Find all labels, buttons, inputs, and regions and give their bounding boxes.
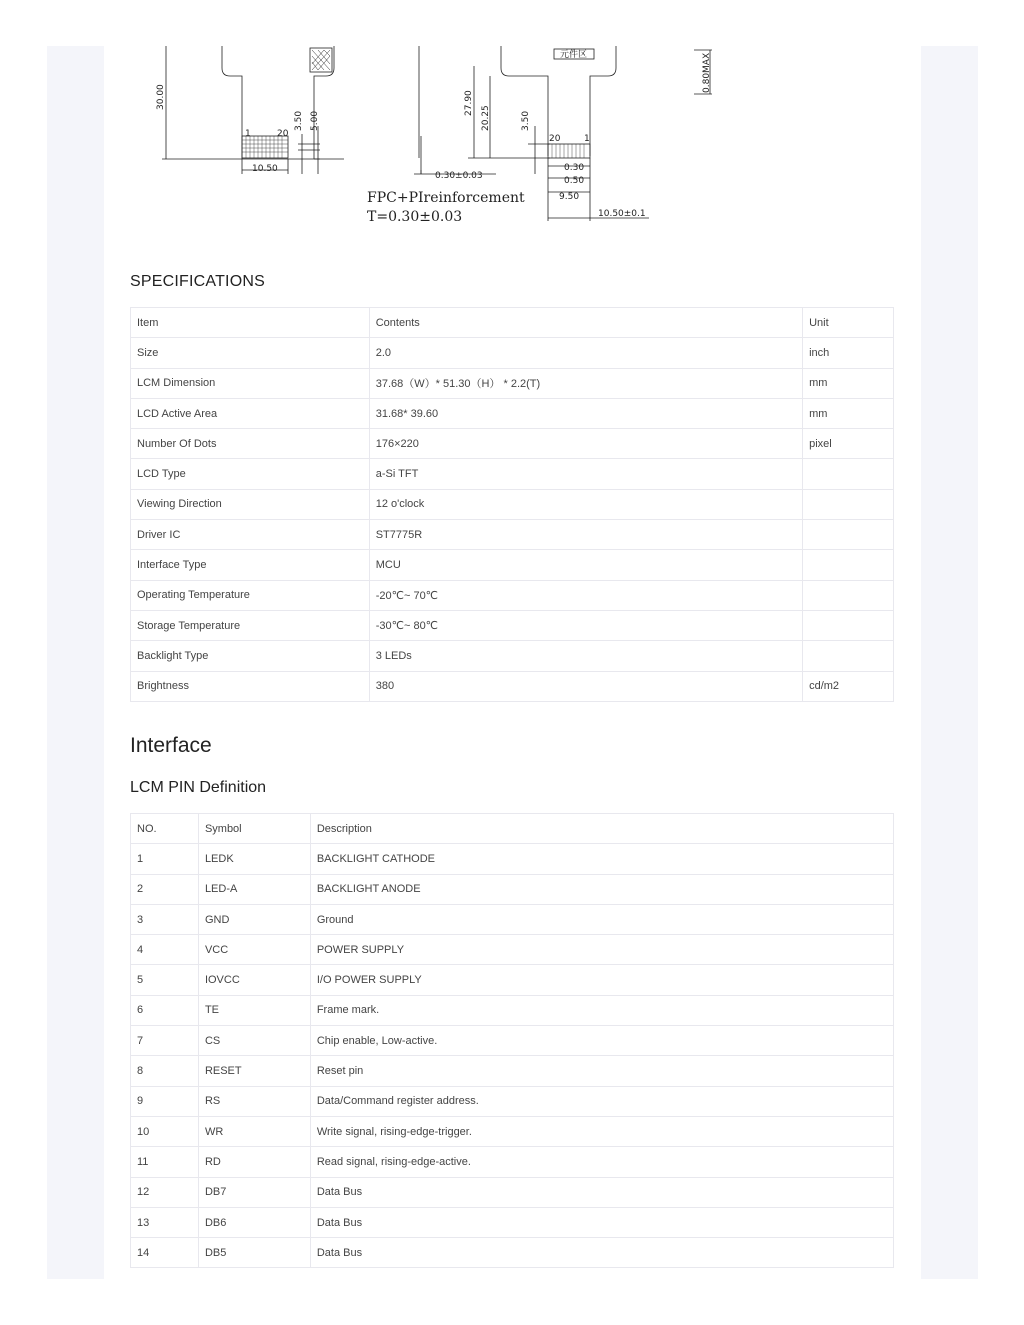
table-cell-no: 3: [131, 904, 199, 934]
table-cell-symbol: DB7: [198, 1177, 310, 1207]
table-cell-symbol: CS: [198, 1026, 310, 1056]
table-row: [131, 550, 894, 580]
table-row: [131, 904, 894, 934]
table-row: [131, 1147, 894, 1177]
table-cell-unit: cd/m2: [803, 671, 894, 701]
table-cell-item: LCD Type: [131, 459, 370, 489]
table-cell-unit: [803, 641, 894, 671]
table-row: [131, 459, 894, 489]
table-cell-unit: [803, 550, 894, 580]
specifications-table: [130, 307, 894, 702]
table-cell-item: LCD Active Area: [131, 398, 370, 428]
pin-label-1-left: 1: [245, 129, 251, 139]
material-line-2: T=0.30±0.03: [367, 209, 463, 225]
table-cell-unit: pixel: [803, 429, 894, 459]
table-cell-item: Brightness: [131, 671, 370, 701]
table-cell-item: Size: [131, 338, 370, 368]
table-cell-description: Data Bus: [310, 1238, 893, 1268]
table-cell-item: Interface Type: [131, 550, 370, 580]
dim-30-00: 30.00: [156, 84, 166, 110]
table-cell-description: POWER SUPPLY: [310, 935, 893, 965]
dim-5-00: 5.00: [310, 110, 320, 131]
table-cell-no: 7: [131, 1026, 199, 1056]
pin-label-1-middle: 1: [584, 134, 590, 144]
table-row: [131, 429, 894, 459]
specifications-heading: SPECIFICATIONS: [130, 273, 265, 290]
table-cell-description: Data/Command register address.: [310, 1086, 893, 1116]
dim-3-50-middle: 3.50: [521, 110, 531, 131]
table-cell-unit: inch: [803, 338, 894, 368]
table-cell-contents: MCU: [369, 550, 802, 580]
table-row: [131, 1086, 894, 1116]
table-header-row: [131, 308, 894, 338]
table-cell-description: Ground: [310, 904, 893, 934]
table-row: [131, 874, 894, 904]
table-cell-unit: [803, 580, 894, 610]
table-cell-no: 1: [131, 844, 199, 874]
table-cell-contents: ST7775R: [369, 520, 802, 550]
table-cell-description: BACKLIGHT ANODE: [310, 874, 893, 904]
table-row: [131, 1238, 894, 1268]
interface-heading: Interface: [130, 734, 212, 757]
dim-0-80max: 0.80MAX: [702, 52, 712, 93]
table-header-row: [131, 814, 894, 844]
table-cell-contents: 37.68（W）* 51.30（H） * 2.2(T): [369, 368, 802, 398]
table-cell-contents: a-Si TFT: [369, 459, 802, 489]
table-cell-no: 9: [131, 1086, 199, 1116]
table-cell-no: NO.: [131, 814, 199, 844]
table-cell-symbol: DB5: [198, 1238, 310, 1268]
table-row: [131, 935, 894, 965]
table-cell-no: 5: [131, 965, 199, 995]
table-cell-description: Chip enable, Low-active.: [310, 1026, 893, 1056]
table-row: [131, 1116, 894, 1146]
pin-definition-heading: LCM PIN Definition: [130, 779, 267, 796]
dim-10-50-tolerance: 10.50±0.1: [598, 209, 646, 219]
table-row: [131, 844, 894, 874]
dim-20-25: 20.25: [481, 105, 491, 131]
table-cell-symbol: Symbol: [198, 814, 310, 844]
table-cell-unit: Unit: [803, 308, 894, 338]
pin-label-20-left: 20: [277, 129, 289, 139]
table-row: [131, 338, 894, 368]
table-cell-contents: 380: [369, 671, 802, 701]
mechanical-drawing: [104, 46, 921, 246]
table-cell-symbol: RD: [198, 1147, 310, 1177]
table-cell-symbol: RESET: [198, 1056, 310, 1086]
left-margin-band: [47, 46, 104, 1279]
table-cell-no: 8: [131, 1056, 199, 1086]
table-cell-contents: -20℃~ 70℃: [369, 580, 802, 610]
table-cell-unit: [803, 459, 894, 489]
table-cell-description: Data Bus: [310, 1177, 893, 1207]
table-row: [131, 1026, 894, 1056]
table-cell-no: 13: [131, 1207, 199, 1237]
page-content: [104, 46, 921, 1279]
material-line-1: FPC+PIreinforcement: [367, 190, 525, 206]
table-cell-description: Reset pin: [310, 1056, 893, 1086]
table-cell-symbol: DB6: [198, 1207, 310, 1237]
table-cell-contents: Contents: [369, 308, 802, 338]
table-row: [131, 995, 894, 1025]
table-row: [131, 1177, 894, 1207]
table-cell-contents: 2.0: [369, 338, 802, 368]
table-cell-description: Data Bus: [310, 1207, 893, 1237]
table-cell-no: 11: [131, 1147, 199, 1177]
table-cell-no: 12: [131, 1177, 199, 1207]
table-row: [131, 1056, 894, 1086]
table-row: [131, 641, 894, 671]
table-row: [131, 520, 894, 550]
table-cell-contents: 12 o'clock: [369, 489, 802, 519]
table-cell-unit: [803, 520, 894, 550]
dim-3-50-left: 3.50: [294, 110, 304, 131]
table-cell-unit: mm: [803, 368, 894, 398]
table-cell-symbol: IOVCC: [198, 965, 310, 995]
table-cell-symbol: VCC: [198, 935, 310, 965]
table-cell-description: BACKLIGHT CATHODE: [310, 844, 893, 874]
right-margin-band: [921, 46, 978, 1279]
dim-9-50: 9.50: [559, 192, 580, 202]
component-area-label: 元件区: [560, 50, 588, 60]
table-cell-symbol: RS: [198, 1086, 310, 1116]
dim-thickness: 0.30±0.03: [435, 171, 483, 181]
table-cell-contents: 176×220: [369, 429, 802, 459]
dim-10-50-left: 10.50: [252, 164, 278, 174]
table-cell-description: Frame mark.: [310, 995, 893, 1025]
table-cell-description: Write signal, rising-edge-trigger.: [310, 1116, 893, 1146]
table-cell-no: 4: [131, 935, 199, 965]
table-cell-contents: 31.68* 39.60: [369, 398, 802, 428]
table-cell-unit: mm: [803, 398, 894, 428]
table-cell-description: Read signal, rising-edge-active.: [310, 1147, 893, 1177]
table-cell-symbol: GND: [198, 904, 310, 934]
table-cell-no: 6: [131, 995, 199, 1025]
table-cell-item: Backlight Type: [131, 641, 370, 671]
table-cell-symbol: WR: [198, 1116, 310, 1146]
table-cell-contents: -30℃~ 80℃: [369, 610, 802, 640]
table-cell-no: 14: [131, 1238, 199, 1268]
table-cell-description: Description: [310, 814, 893, 844]
table-cell-no: 2: [131, 874, 199, 904]
table-cell-no: 10: [131, 1116, 199, 1146]
table-cell-symbol: LED-A: [198, 874, 310, 904]
table-cell-contents: 3 LEDs: [369, 641, 802, 671]
table-row: [131, 610, 894, 640]
pin-label-20-middle: 20: [549, 134, 561, 144]
table-row: [131, 368, 894, 398]
table-row: [131, 580, 894, 610]
table-row: [131, 965, 894, 995]
table-cell-unit: [803, 489, 894, 519]
dim-0-30: 0.30: [564, 163, 585, 173]
table-cell-item: Storage Temperature: [131, 610, 370, 640]
table-cell-symbol: LEDK: [198, 844, 310, 874]
dim-0-50: 0.50: [564, 176, 585, 186]
table-cell-item: Number Of Dots: [131, 429, 370, 459]
table-cell-item: Viewing Direction: [131, 489, 370, 519]
table-cell-item: Driver IC: [131, 520, 370, 550]
table-cell-description: I/O POWER SUPPLY: [310, 965, 893, 995]
table-row: [131, 489, 894, 519]
table-cell-unit: [803, 610, 894, 640]
pin-definition-table: [130, 813, 894, 1268]
table-row: [131, 671, 894, 701]
table-cell-item: Item: [131, 308, 370, 338]
table-cell-item: LCM Dimension: [131, 368, 370, 398]
dim-27-90: 27.90: [464, 90, 474, 116]
table-cell-item: Operating Temperature: [131, 580, 370, 610]
table-row: [131, 1207, 894, 1237]
table-row: [131, 398, 894, 428]
table-cell-symbol: TE: [198, 995, 310, 1025]
